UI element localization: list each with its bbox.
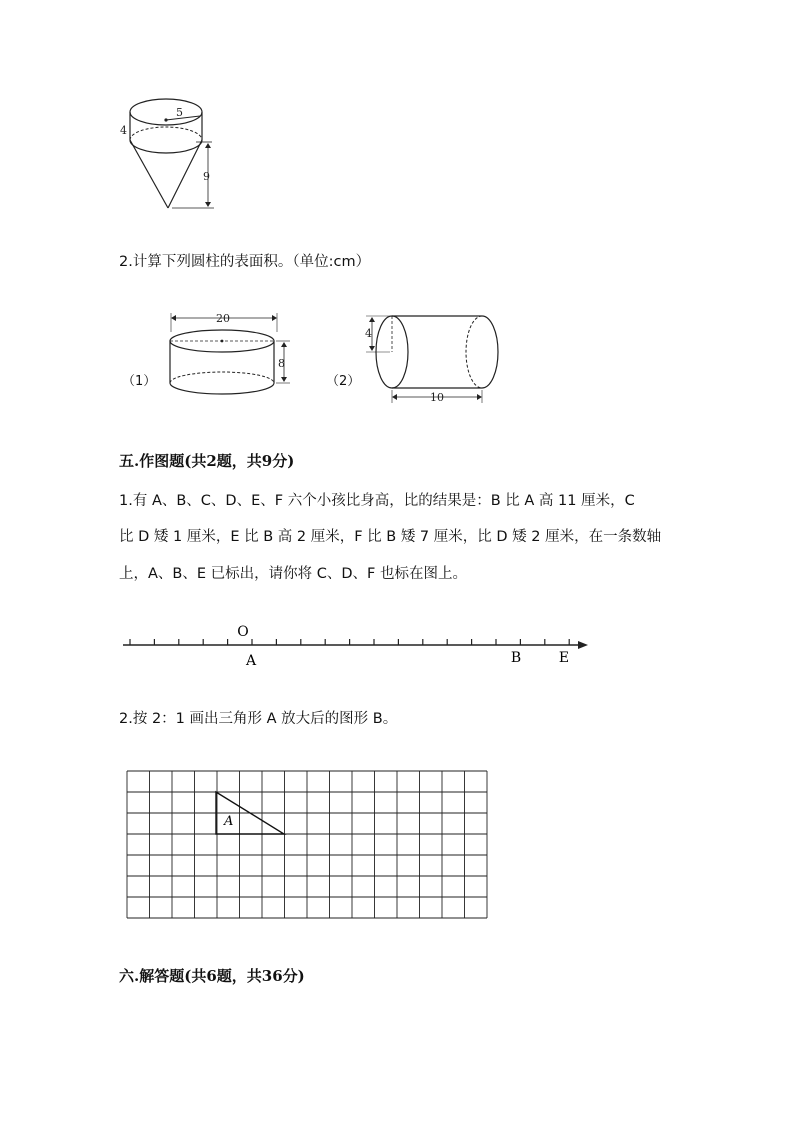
figure-2-tag: （2） <box>326 374 361 389</box>
square-grid <box>126 770 490 922</box>
cone-height-label: 9 <box>203 170 210 183</box>
origin-label: O <box>237 624 249 640</box>
cylinder-cone-figure <box>110 90 230 215</box>
triangle-label: A <box>224 814 234 829</box>
number-line <box>120 620 600 675</box>
length-label: 10 <box>430 391 444 404</box>
section-5-q2-text: 2.按 2：1 画出三角形 A 放大后的图形 B。 <box>119 711 398 727</box>
radius-label: 5 <box>176 106 183 119</box>
section-5-q1-line-3: 上，A、B、E 已标出，请你将 C、D、F 也标在图上。 <box>119 566 467 582</box>
point-e-label: E <box>558 650 570 666</box>
point-a-label: A <box>245 653 257 669</box>
question-2-text: 2.计算下列圆柱的表面积。（单位:cm） <box>119 254 371 270</box>
section-5-title: 五.作图题(共2题，共9分) <box>119 452 295 470</box>
cylinder-height-label: 4 <box>120 124 127 137</box>
radius-label-2: 4 <box>365 327 372 340</box>
height-label: 8 <box>278 357 285 370</box>
cylinder-figure-1 <box>160 308 300 403</box>
section-6-title: 六.解答题(共6题，共36分) <box>119 967 305 985</box>
cylinder-figure-2 <box>360 308 505 408</box>
figure-1-tag: （1） <box>122 374 157 389</box>
section-5-q1-line-2: 比 D 矮 1 厘米，E 比 B 高 2 厘米，F 比 B 矮 7 厘米，比 D 矮 2 厘米，在一条数轴 <box>119 529 662 545</box>
point-b-label: B <box>510 650 522 666</box>
diameter-label: 20 <box>216 312 230 325</box>
section-5-q1-line-1: 1.有 A、B、C、D、E、F 六个小孩比身高，比的结果是：B 比 A 高 11 厘米，C <box>119 493 635 509</box>
